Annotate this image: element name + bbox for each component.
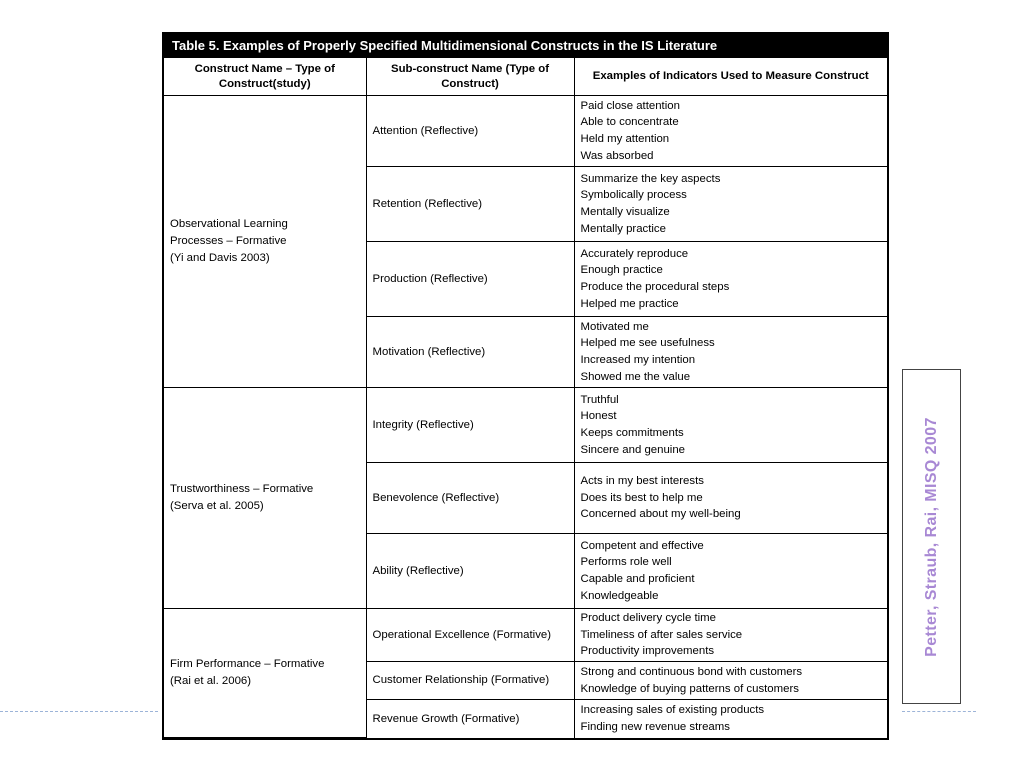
- indicator-item: Strong and continuous bond with customers: [580, 665, 803, 678]
- subconstruct-cell: Retention (Reflective): [366, 167, 574, 242]
- subconstruct-cell: Motivation (Reflective): [366, 317, 574, 388]
- indicator-item: Accurately reproduce: [580, 247, 689, 260]
- slide-divider-left: [0, 711, 158, 712]
- construct-name-line: Observational Learning: [170, 218, 288, 231]
- subconstruct-cell: Benevolence (Reflective): [366, 463, 574, 534]
- indicators-cell: [574, 609, 887, 662]
- indicators-cell: [574, 167, 887, 242]
- table-row: [164, 609, 887, 662]
- construct-name-line: (Rai et al. 2006): [170, 675, 252, 688]
- construct-cell: [164, 388, 366, 609]
- subconstruct-cell: Revenue Growth (Formative): [366, 700, 574, 738]
- table-row: [164, 388, 887, 463]
- indicator-item: Sincere and genuine: [580, 443, 685, 456]
- indicator-item: Concerned about my well-being: [580, 508, 741, 521]
- indicator-item: Does its best to help me: [580, 491, 703, 504]
- constructs-table-container: [162, 32, 889, 740]
- indicator-item: Keeps commitments: [580, 427, 684, 439]
- indicators-cell: [574, 96, 887, 167]
- indicator-item: Capable and proficient: [580, 573, 695, 585]
- indicator-item: Produce the procedural steps: [580, 281, 730, 293]
- construct-name-line: (Serva et al. 2005): [170, 500, 264, 512]
- indicator-item: Timeliness of after sales service: [580, 628, 743, 641]
- indicator-item: Mentally visualize: [580, 206, 670, 218]
- indicators-cell: [574, 700, 887, 738]
- indicator-item: Was absorbed: [580, 149, 654, 162]
- subconstruct-cell: Attention (Reflective): [366, 96, 574, 167]
- indicator-item: Increased my intention: [580, 354, 696, 366]
- indicator-item: Truthful: [580, 393, 619, 406]
- indicator-item: Product delivery cycle time: [580, 612, 716, 624]
- construct-cell: [164, 609, 366, 738]
- citation-box: [902, 369, 961, 704]
- indicator-item: Paid close attention: [580, 99, 680, 112]
- indicators-cell: [574, 463, 887, 534]
- indicator-item: Motivated me: [580, 320, 649, 333]
- table-row: [164, 96, 887, 167]
- indicators-cell: [574, 317, 887, 388]
- indicator-item: Productivity improvements: [580, 645, 715, 658]
- table-body: [164, 96, 887, 738]
- indicators-cell: [574, 534, 887, 609]
- indicator-item: Able to concentrate: [580, 116, 679, 129]
- indicator-item: Performs role well: [580, 556, 672, 569]
- subconstruct-cell: Production (Reflective): [366, 242, 574, 317]
- table-title: Table 5. Examples of Properly Specified Multidimensional Constructs in the IS Literature: [164, 34, 887, 58]
- subconstruct-cell: Customer Relationship (Formative): [366, 662, 574, 700]
- subconstruct-cell: Integrity (Reflective): [366, 388, 574, 463]
- indicators-cell: [574, 242, 887, 317]
- indicator-item: Honest: [580, 410, 617, 423]
- indicators-cell: [574, 662, 887, 700]
- indicator-item: Acts in my best interests: [580, 474, 704, 487]
- citation-text: Petter, Straub, Rai, MISQ 2007: [922, 416, 940, 657]
- indicators-cell: [574, 388, 887, 463]
- construct-cell: [164, 96, 366, 388]
- construct-name-line: Firm Performance – Formative: [170, 658, 325, 671]
- indicator-item: Summarize the key aspects: [580, 172, 721, 185]
- subconstruct-cell: Ability (Reflective): [366, 534, 574, 609]
- constructs-table: [164, 58, 887, 738]
- header-indicators: Examples of Indicators Used to Measure Construct: [574, 58, 887, 96]
- indicator-item: Symbolically process: [580, 189, 687, 202]
- indicator-item: Mentally practice: [580, 222, 666, 235]
- header-subconstruct-name: Sub-construct Name (Type of Construct): [366, 58, 574, 96]
- construct-name-line: Processes – Formative: [170, 235, 287, 248]
- indicator-item: Enough practice: [580, 264, 663, 277]
- indicator-item: Helped me see usefulness: [580, 337, 715, 350]
- construct-name-line: Trustworthiness – Formative: [170, 483, 314, 496]
- construct-name-line: (Yi and Davis 2003): [170, 251, 270, 264]
- indicator-item: Knowledge of buying patterns of customers: [580, 682, 799, 695]
- indicator-item: Increasing sales of existing products: [580, 704, 765, 717]
- slide-divider-right: [902, 711, 976, 712]
- header-construct-name: Construct Name – Type of Construct(study): [164, 58, 366, 96]
- indicator-item: Held my attention: [580, 133, 670, 145]
- indicator-item: Competent and effective: [580, 539, 704, 552]
- subconstruct-cell: Operational Excellence (Formative): [366, 609, 574, 662]
- indicator-item: Finding new revenue streams: [580, 720, 730, 733]
- table-header-row: [164, 58, 887, 96]
- indicator-item: Knowledgeable: [580, 589, 659, 602]
- indicator-item: Showed me the value: [580, 370, 691, 383]
- indicator-item: Helped me practice: [580, 297, 679, 310]
